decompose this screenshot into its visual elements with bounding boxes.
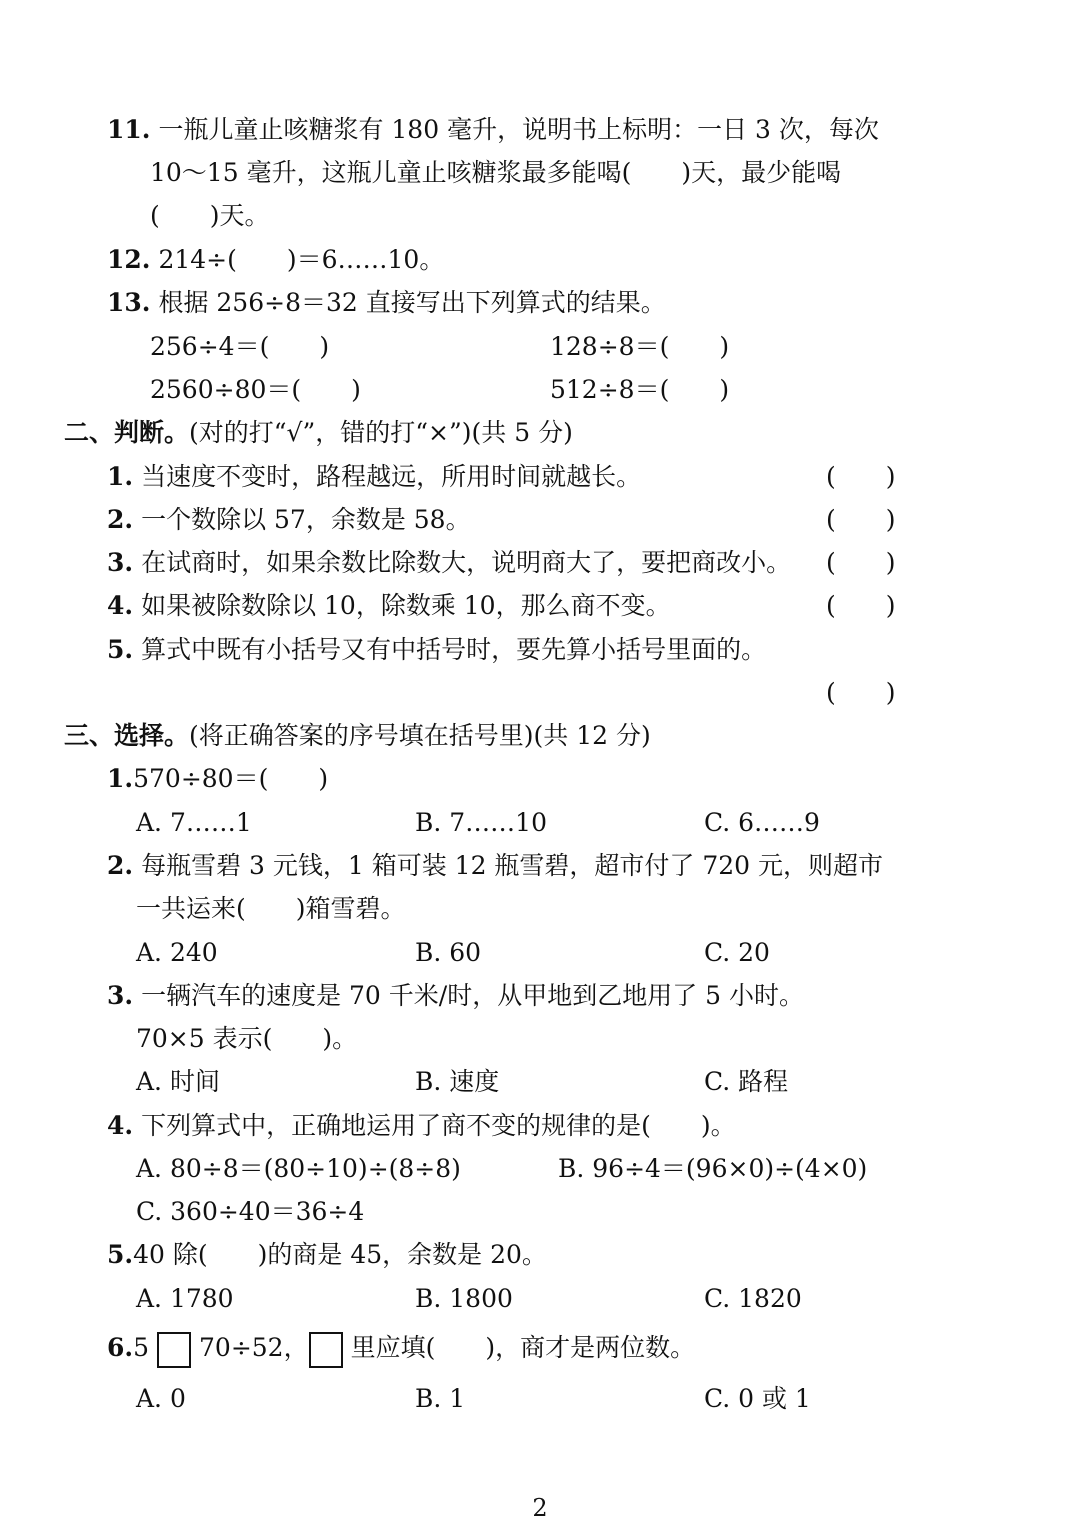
choice-text: 下列算式中，正确地运用了商不变的规律的是( )。 — [141, 1111, 736, 1140]
q11-text-line2: 10～15 毫升，这瓶儿童止咳糖浆最多能喝( )天，最少能喝 — [150, 158, 842, 187]
judge-answer-blank[interactable]: ( ) — [826, 548, 896, 577]
choice-question — [107, 1113, 736, 1138]
option-c: C. 0 或 1 — [704, 1384, 811, 1413]
q13-item: 512÷8＝( ) — [550, 375, 730, 404]
q11-text-line1: 一瓶儿童止咳糖浆有 180 毫升，说明书上标明：一日 3 次，每次 — [158, 115, 879, 144]
choice-question — [107, 1330, 695, 1368]
choice-text-line2: 一共运来( )箱雪碧。 — [136, 894, 406, 923]
option-c: C. 路程 — [704, 1067, 789, 1096]
judge-answer-blank[interactable]: ( ) — [826, 678, 896, 707]
section2-note: (对的打“√”，错的打“×”)(共 5 分) — [189, 418, 573, 447]
judge-answer-blank[interactable]: ( ) — [826, 462, 896, 491]
choice-number: 2. — [107, 851, 134, 880]
choice-number: 5. — [107, 1240, 134, 1269]
q13-item: 128÷8＝( ) — [550, 332, 730, 361]
option-a: A. 7……1 — [136, 808, 252, 837]
choice-text-mid: 70÷52， — [199, 1333, 309, 1362]
judge-text: 算式中既有小括号又有中括号时，要先算小括号里面的。 — [141, 635, 767, 664]
option-a: A. 时间 — [136, 1067, 220, 1096]
q12-text: 214÷( )＝6……10。 — [158, 245, 445, 274]
judge-item — [107, 464, 641, 489]
q12-line — [107, 247, 444, 272]
section2-title: 二、判断。 — [64, 418, 190, 447]
option-b: B. 96÷4＝(96×0)÷(4×0) — [558, 1154, 868, 1183]
choice-question — [107, 766, 328, 791]
choice-question — [107, 853, 883, 878]
option-b: B. 1 — [415, 1384, 466, 1413]
judge-number: 3. — [107, 548, 134, 577]
option-a: A. 240 — [136, 938, 218, 967]
page-number: 2 — [532, 1494, 548, 1522]
q13-number: 13. — [107, 288, 151, 317]
option-b: B. 60 — [415, 938, 482, 967]
judge-number: 1. — [107, 462, 134, 491]
section3-title: 三、选择。 — [64, 721, 190, 750]
choice-number: 3. — [107, 981, 134, 1010]
option-c: C. 6……9 — [704, 808, 820, 837]
judge-text: 如果被除数除以 10，除数乘 10，那么商不变。 — [141, 591, 671, 620]
q11-text-line3: ( )天。 — [150, 201, 270, 230]
q11-line1 — [107, 117, 879, 142]
choice-question — [107, 983, 804, 1008]
section3-heading — [64, 723, 651, 748]
q13-text: 根据 256÷8＝32 直接写出下列算式的结果。 — [158, 288, 666, 317]
option-a: A. 80÷8＝(80÷10)÷(8÷8) — [136, 1154, 461, 1183]
q12-number: 12. — [107, 245, 151, 274]
option-b: B. 7……10 — [415, 808, 547, 837]
q11-number: 11. — [107, 115, 151, 144]
choice-text: 一辆汽车的速度是 70 千米/时，从甲地到乙地用了 5 小时。 — [141, 981, 804, 1010]
q13-item: 2560÷80＝( ) — [150, 375, 361, 404]
judge-answer-blank[interactable]: ( ) — [826, 505, 896, 534]
choice-number: 1. — [107, 764, 134, 793]
choice-text: 每瓶雪碧 3 元钱，1 箱可装 12 瓶雪碧，超市付了 720 元，则超市 — [141, 851, 884, 880]
judge-item — [107, 593, 671, 618]
judge-item — [107, 507, 471, 532]
choice-text-line2: 70×5 表示( )。 — [136, 1024, 358, 1053]
judge-text: 当速度不变时，路程越远，所用时间就越长。 — [141, 462, 642, 491]
section3-note: (将正确答案的序号填在括号里)(共 12 分) — [189, 721, 651, 750]
option-b: B. 速度 — [415, 1067, 500, 1096]
q13-line — [107, 290, 666, 315]
judge-number: 5. — [107, 635, 134, 664]
choice-text-pre: 5 — [133, 1333, 150, 1362]
choice-number: 6. — [107, 1333, 134, 1362]
choice-question — [107, 1242, 547, 1267]
option-c: C. 1820 — [704, 1284, 802, 1313]
digit-box[interactable] — [157, 1332, 191, 1368]
q13-item: 256÷4＝( ) — [150, 332, 330, 361]
choice-text: 570÷80＝( ) — [133, 764, 329, 793]
judge-text: 在试商时，如果余数比除数大，说明商大了，要把商改小。 — [141, 548, 792, 577]
judge-number: 2. — [107, 505, 134, 534]
option-a: A. 1780 — [136, 1284, 234, 1313]
choice-number: 4. — [107, 1111, 134, 1140]
section2-heading — [64, 420, 573, 445]
choice-text: 40 除( )的商是 45，余数是 20。 — [133, 1240, 547, 1269]
choice-text-post: 里应填( )，商才是两位数。 — [350, 1333, 696, 1362]
judge-item — [107, 550, 791, 575]
option-c: C. 360÷40＝36÷4 — [136, 1197, 365, 1226]
judge-number: 4. — [107, 591, 134, 620]
judge-item — [107, 637, 766, 662]
option-c: C. 20 — [704, 938, 770, 967]
judge-answer-blank[interactable]: ( ) — [826, 591, 896, 620]
option-b: B. 1800 — [415, 1284, 513, 1313]
judge-text: 一个数除以 57，余数是 58。 — [141, 505, 471, 534]
digit-box-reference — [309, 1332, 343, 1368]
option-a: A. 0 — [136, 1384, 186, 1413]
